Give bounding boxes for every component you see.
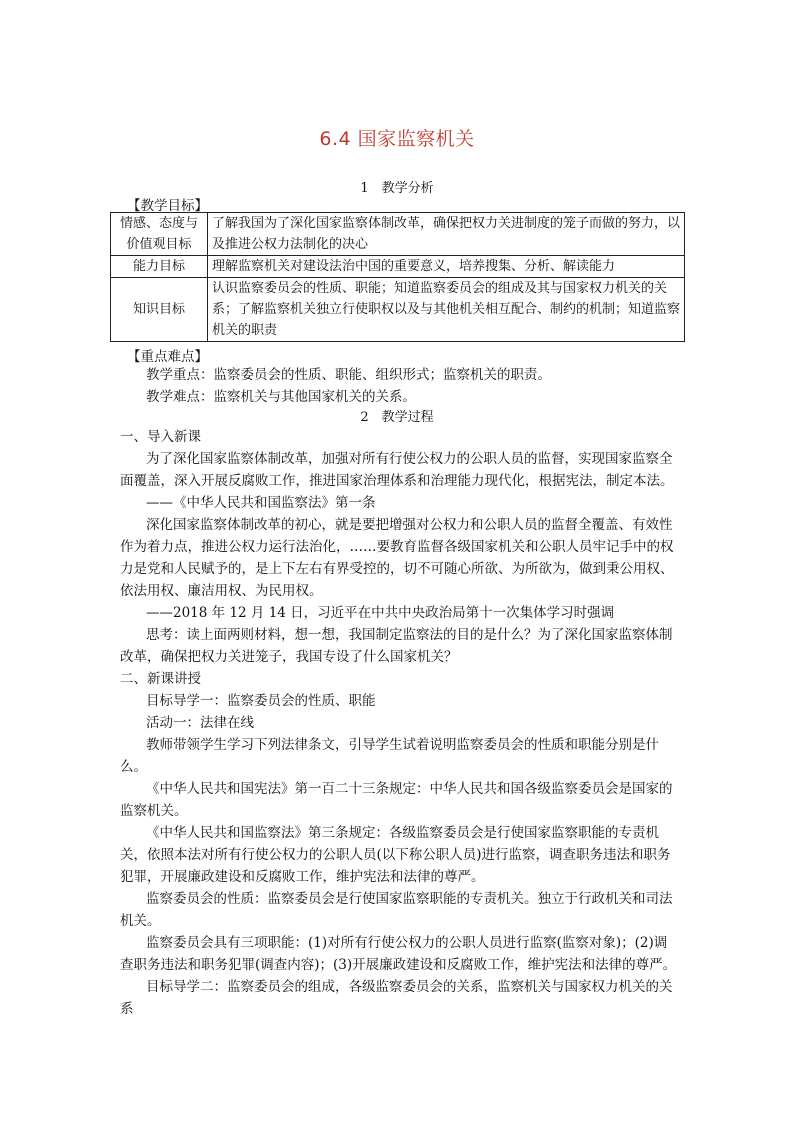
paragraph: 一、导入新课 [120,429,201,445]
goal-content-ability: 理解监察机关对建设法治中国的重要意义，培养搜集、分析、解读能力 [208,256,685,278]
paragraph: ——2018 年 12 月 14 日，习近平在中共中央政治局第十一次集体学习时强调 [146,605,615,621]
paragraph: 《中华人民共和国监察法》第三条规定：各级监察委员会是行使国家监察职能的专责机关，依照本法对所有行使公权力的公职人员(以下称公职人员)进行监察，调查职务违法和职务犯罪，开展廉政建设和反腐败工作，维护宪法和法律的尊严。 [120,825,671,885]
document-title: 6.4 国家监察机关 [319,128,475,150]
paragraph: 教师带领学生学习下列法律条文，引导学生试着说明监察委员会的性质和职能分别是什么。 [120,737,659,775]
table-row [111,278,685,342]
goal-label-knowledge: 知识目标 [111,278,208,342]
paragraph: 目标导学一：监察委员会的性质、职能 [146,693,376,709]
goal-label-attitude: 情感、态度与 价值观目标 [111,213,208,256]
goal-content-knowledge: 认识监察委员会的性质、职能；知道监察委员会的组成及其与国家权力机关的关系；了解监察机关独立行使职权以及与其他机关相互配合、制约的机制；知道监察机关的职责 [208,278,685,342]
paragraph: 为了深化国家监察体制改革，加强对所有行使公权力的公职人员的监督，实现国家监察全面覆盖，深入开展反腐败工作，推进国家治理体系和治理能力现代化，根据宪法，制定本法。 [120,451,674,489]
section-heading-process: 2 教学过程 [360,410,434,425]
table-row [111,213,685,256]
paragraph: ——《中华人民共和国监察法》第一条 [146,495,376,511]
paragraph: 思考：读上面两则材料，想一想，我国制定监察法的目的是什么？为了深化国家监察体制改革，确保把权力关进笼子，我国专设了什么国家机关？ [120,627,673,665]
paragraph: 监察委员会的性质：监察委员会是行使国家监察职能的专责机关。独立于行政机关和司法机关。 [120,891,673,929]
paragraph: 二、新课讲授 [120,671,201,687]
goal-content-attitude: 了解我国为了深化国家监察体制改革，确保把权力关进制度的笼子而做的努力，以及推进公权力法制化的决心 [208,213,685,256]
table-row [111,256,685,278]
key-points-block [120,364,680,408]
paragraph: 《中华人民共和国宪法》第一百二十三条规定：中华人民共和国各级监察委员会是国家的监察机关。 [120,781,673,819]
teaching-process-body [120,426,680,1020]
paragraph: 深化国家监察体制改革的初心，就是要把增强对公权力和公职人员的监督全覆盖、有效性作为着力点，推进公权力运行法治化，……要教育监督各级国家机关和公职人员牢记手中的权力是党和人民赋予的，是上下左右有界受控的，切不可随心所欲、为所欲为，做到秉公用权、依法用权、廉洁用权、为民用权。 [120,517,674,599]
key-points-heading: 【重点难点】 [127,349,208,365]
key-point: 教学重点：监察委员会的性质、职能、组织形式；监察机关的职责。 [146,367,551,383]
paragraph: 监察委员会具有三项职能：(1)对所有行使公权力的公职人员进行监察(监察对象)；(2)调查职务违法和职务犯罪(调查内容)；(3)开展廉政建设和反腐败工作，维护宪法和法律的尊严。 [120,935,677,973]
teaching-goals-table [110,212,685,342]
difficult-point: 教学难点：监察机关与其他国家机关的关系。 [146,389,416,405]
goal-label-ability: 能力目标 [111,256,208,278]
section-heading-analysis: 1 教学分析 [360,181,434,196]
teaching-goals-heading: 【教学目标】 [127,198,208,214]
paragraph: 目标导学二：监察委员会的组成，各级监察委员会的关系，监察机关与国家权力机关的关系 [120,979,673,1017]
paragraph: 活动一：法律在线 [146,715,254,731]
